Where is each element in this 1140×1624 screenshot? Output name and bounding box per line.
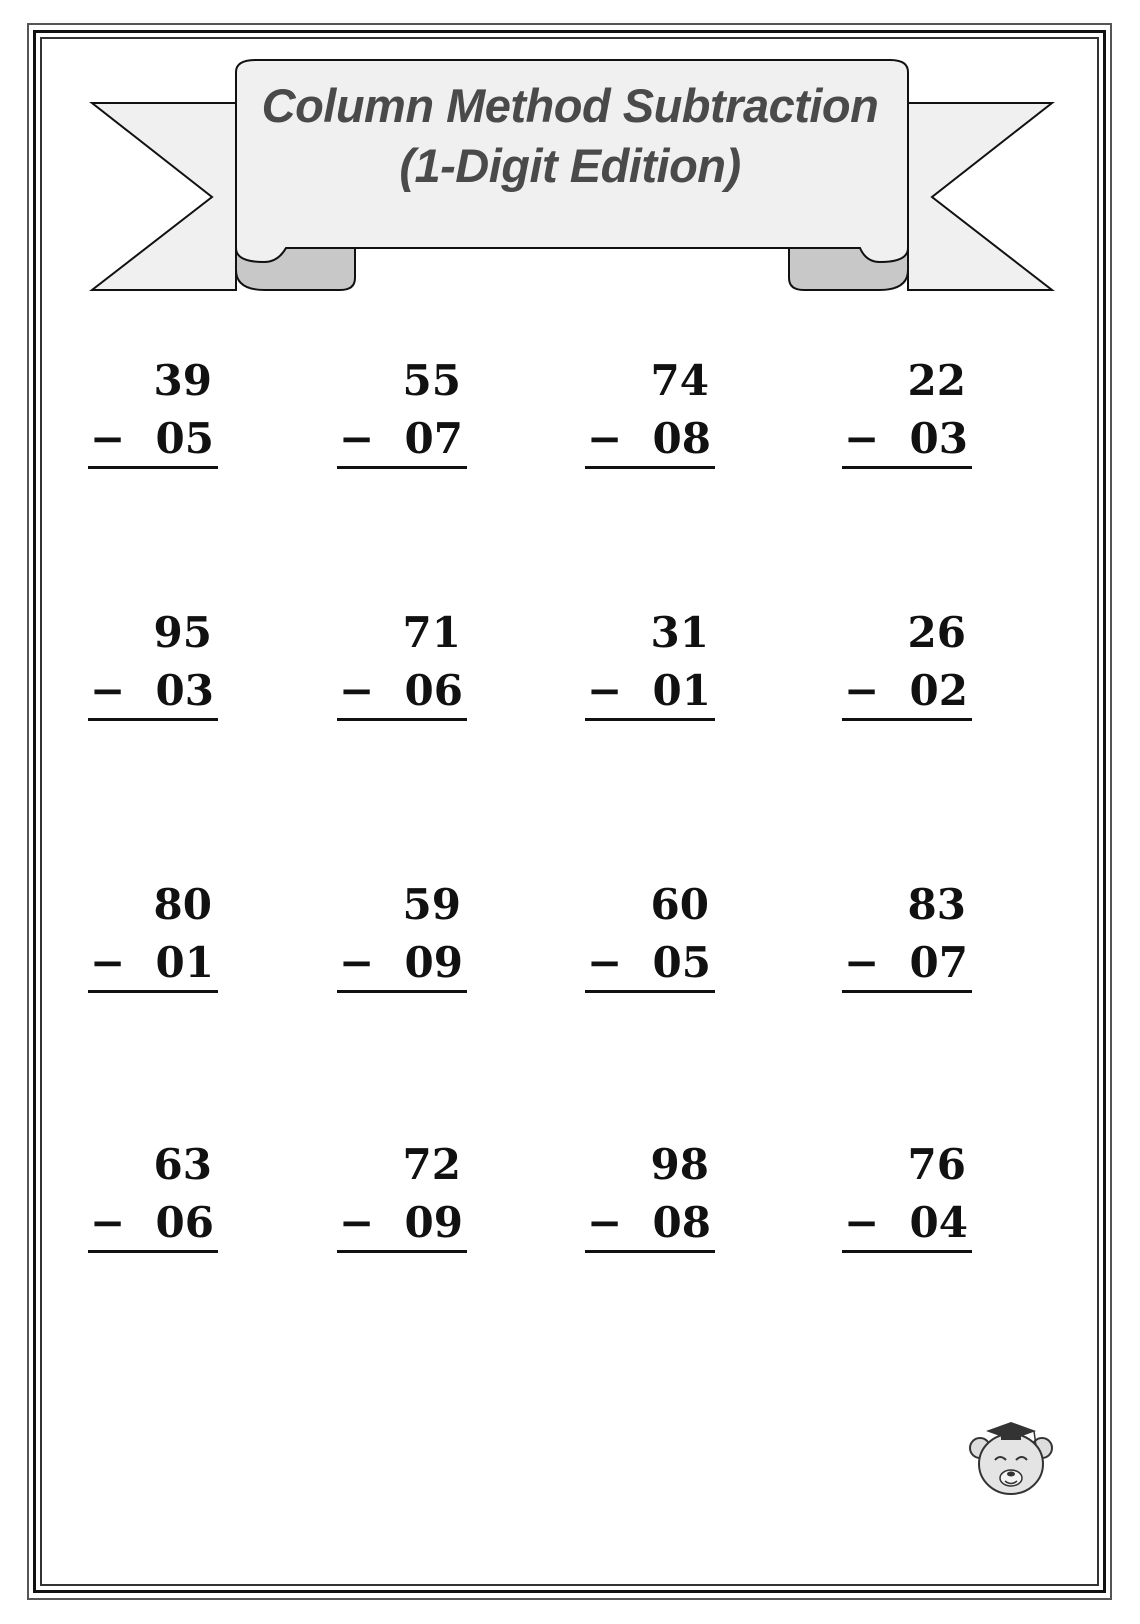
worksheet-title: Column Method Subtraction [261,79,879,132]
subtrahend-line [337,938,467,993]
subtrahend: 06 [155,1198,214,1247]
subtraction-problem [585,608,715,721]
subtrahend-line [585,938,715,993]
minuend: 22 [907,356,966,405]
minuend: 72 [402,1140,461,1189]
subtrahend: 04 [909,1198,968,1247]
minuend: 76 [907,1140,966,1189]
subtraction-problem [337,1140,467,1253]
subtrahend: 01 [155,938,214,987]
subtraction-problem [842,608,972,721]
subtrahend: 03 [909,414,968,463]
minus-sign: − [90,666,126,715]
subtrahend-line [88,666,218,721]
subtrahend-line [88,1198,218,1253]
subtrahend-line [585,414,715,469]
subtraction-problem [842,1140,972,1253]
minuend: 60 [650,880,709,929]
subtrahend: 06 [404,666,463,715]
subtraction-problem [88,356,218,469]
minus-sign: − [339,666,375,715]
subtraction-problem [88,1140,218,1253]
subtraction-problem [585,356,715,469]
subtrahend: 07 [404,414,463,463]
minus-sign: − [339,414,375,463]
subtrahend-line [585,666,715,721]
minuend: 74 [650,356,709,405]
subtrahend-line [842,938,972,993]
minuend: 71 [402,608,461,657]
subtrahend: 01 [652,666,711,715]
minuend: 31 [650,608,709,657]
subtraction-problem [88,608,218,721]
subtrahend: 02 [909,666,968,715]
minus-sign: − [844,938,880,987]
subtraction-problem [337,356,467,469]
subtraction-problem [337,880,467,993]
minus-sign: − [339,1198,375,1247]
subtrahend-line [337,414,467,469]
subtraction-problem [585,1140,715,1253]
subtrahend: 03 [155,666,214,715]
minuend: 59 [402,880,461,929]
subtrahend: 07 [909,938,968,987]
minuend: 55 [402,356,461,405]
subtrahend-line [337,666,467,721]
subtrahend: 09 [404,938,463,987]
subtrahend-line [88,938,218,993]
minus-sign: − [844,1198,880,1247]
subtrahend: 05 [155,414,214,463]
subtrahend: 09 [404,1198,463,1247]
subtrahend-line [585,1198,715,1253]
minus-sign: − [844,666,880,715]
graduate-bear-icon [968,1418,1054,1498]
subtraction-problem [337,608,467,721]
subtraction-problem [842,880,972,993]
minuend: 39 [153,356,212,405]
subtraction-problem [585,880,715,993]
subtrahend: 08 [652,414,711,463]
minuend: 26 [907,608,966,657]
subtraction-problem [88,880,218,993]
minuend: 95 [153,608,212,657]
minus-sign: − [587,938,623,987]
minuend: 83 [907,880,966,929]
minus-sign: − [844,414,880,463]
minus-sign: − [587,666,623,715]
worksheet-subtitle: (1-Digit Edition) [399,139,741,192]
minus-sign: − [587,414,623,463]
subtrahend: 05 [652,938,711,987]
subtrahend-line [337,1198,467,1253]
minuend: 63 [153,1140,212,1189]
subtrahend-line [842,1198,972,1253]
minus-sign: − [90,414,126,463]
minuend: 80 [153,880,212,929]
minuend: 98 [650,1140,709,1189]
subtrahend-line [88,414,218,469]
minus-sign: − [90,1198,126,1247]
minus-sign: − [339,938,375,987]
subtrahend-line [842,414,972,469]
minus-sign: − [90,938,126,987]
minus-sign: − [587,1198,623,1247]
subtraction-problem [842,356,972,469]
subtrahend-line [842,666,972,721]
subtrahend: 08 [652,1198,711,1247]
